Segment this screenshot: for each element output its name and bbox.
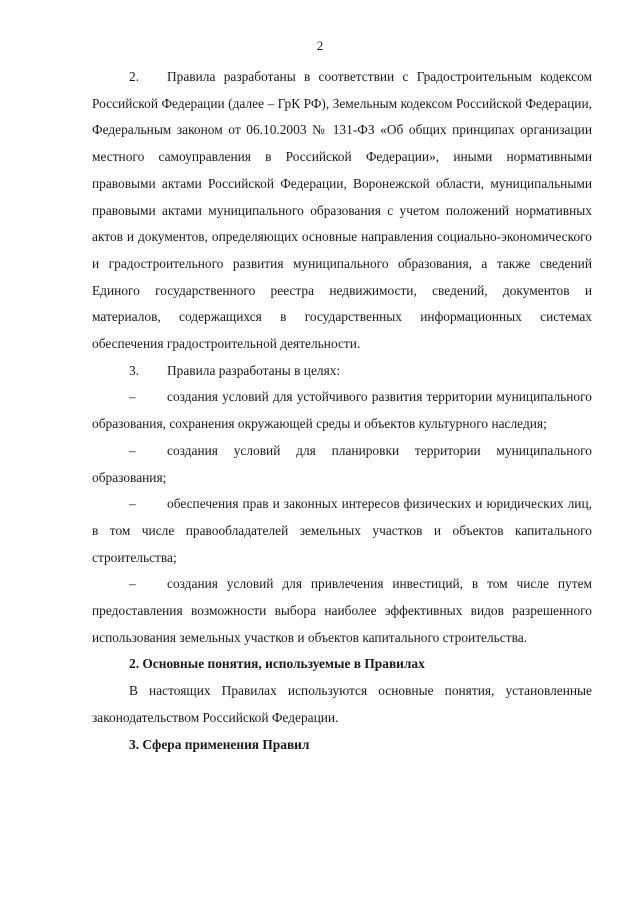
paragraph-2-number: 2. xyxy=(129,69,140,84)
document-body xyxy=(92,64,592,758)
page-number: 2 xyxy=(316,38,324,53)
paragraph-3-text: Правила разработаны в целях: xyxy=(167,362,341,378)
list-dash: – xyxy=(129,442,136,458)
list-dash: – xyxy=(129,389,136,405)
paragraph-3 xyxy=(92,358,592,385)
paragraph-3-number: 3. xyxy=(129,362,140,378)
list-item xyxy=(92,384,592,437)
section-2-text: В настоящих Правилах используются основные понятия, установленные законодательством Российской Федерации. xyxy=(92,683,592,725)
list-item-text: создания условий для привлечения инвестиций, в том числе путем предоставления возможности выбора наиболее эффективных видов разрешенного использования земельных участков и объектов капитального строительства. xyxy=(92,576,592,645)
list-item xyxy=(92,491,592,571)
list-item xyxy=(92,571,592,651)
list-item-text: создания условий для планировки территории муниципального образования; xyxy=(92,442,592,485)
section-2-heading: 2. Основные понятия, используемые в Правилах xyxy=(129,656,425,672)
list-item-text: обеспечения прав и законных интересов физических и юридических лиц, в том числе правообладателей земельных участков и объектов капитального строительства; xyxy=(92,496,592,565)
paragraph-2-text: Правила разработаны в соответствии с Градостроительным кодексом Российской Федерации (далее – ГрК РФ), Земельным кодексом Российской Федерации, Федеральным законом от 06.10.2003 № 131-ФЗ «Об общих принципах организации местного самоуправления в Российской Федерации», иными нормативными правовыми актами Российской Федерации, Воронежской области, муниципальными правовыми актами муниципального образования с учетом положений нормативных актов и документов, определяющих основные направления социально-экономического и градостроительного развития муниципального образования, а также сведений Единого государственного реестра недвижимости, сведений, документов и материалов, содержащихся в государственных информационных системах обеспечения градостроительной деятельности. xyxy=(92,69,592,352)
list-item-text: создания условий для устойчивого развития территории муниципального образования, сохранения окружающей среды и объектов культурного наследия; xyxy=(92,389,592,432)
list-dash: – xyxy=(129,576,136,592)
section-3-heading: 3. Сфера применения Правил xyxy=(129,736,310,752)
list-dash: – xyxy=(129,496,136,512)
list-item xyxy=(92,438,592,491)
paragraph-2 xyxy=(92,64,592,358)
